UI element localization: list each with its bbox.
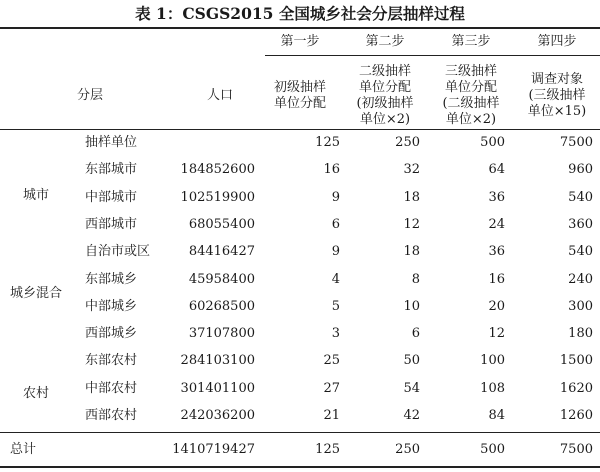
row-step-1: 25 — [323, 353, 340, 368]
row-step-2: 42 — [403, 408, 420, 423]
total-step-2: 250 — [395, 442, 420, 457]
header-step-3: 第三步 — [451, 34, 491, 49]
row-population: 284103100 — [180, 353, 255, 368]
row-step-1: 27 — [323, 381, 340, 396]
row-step-4: 960 — [568, 162, 593, 177]
row-step-1: 5 — [331, 299, 340, 314]
row-step-1: 4 — [331, 272, 340, 287]
top-rule — [0, 27, 600, 29]
group-label-city: 城市 — [23, 188, 50, 203]
row-step-3: 24 — [488, 217, 505, 232]
row-step-1: 3 — [331, 326, 340, 341]
row-step-4: 240 — [568, 272, 593, 287]
row-step-1: 6 — [331, 217, 340, 232]
header-step-1: 第一步 — [280, 34, 320, 49]
total-population: 1410719427 — [172, 442, 255, 457]
row-step-1: 9 — [331, 190, 340, 205]
row-step-4: 300 — [568, 299, 593, 314]
row-step-2: 18 — [403, 244, 420, 259]
table-title: 表 1：CSGS2015 全国城乡社会分层抽样过程 — [135, 4, 465, 23]
row-step-4: 540 — [568, 190, 593, 205]
row-population: 37107800 — [188, 326, 255, 341]
row-step-4: 360 — [568, 217, 593, 232]
row-step-2: 6 — [411, 326, 420, 341]
row-step-3: 84 — [488, 408, 505, 423]
row-step-1: 9 — [331, 244, 340, 259]
total-label: 总计 — [10, 442, 37, 457]
row-step-1: 16 — [323, 162, 340, 177]
total-step-4: 7500 — [559, 442, 593, 457]
bottom-rule — [0, 466, 600, 468]
header-stratum: 分层 — [76, 88, 103, 103]
row-population: 45958400 — [188, 272, 255, 287]
row-stratum-name: 西部城乡 — [85, 326, 138, 341]
row-step-3: 36 — [488, 190, 505, 205]
row-step-3: 100 — [480, 353, 505, 368]
total-step-3: 500 — [480, 442, 505, 457]
row-stratum-name: 中部城乡 — [85, 299, 138, 314]
total-step-1: 125 — [315, 442, 340, 457]
row-stratum-name: 东部城乡 — [85, 272, 138, 287]
row-step-4: 180 — [568, 326, 593, 341]
row-step-4: 540 — [568, 244, 593, 259]
row-step-4: 1500 — [559, 353, 593, 368]
row-stratum-name: 东部农村 — [85, 353, 138, 368]
row-step-3: 36 — [488, 244, 505, 259]
row-step-4: 7500 — [559, 135, 593, 150]
row-stratum-name: 东部城市 — [85, 162, 138, 177]
row-step-2: 10 — [403, 299, 420, 314]
row-stratum-name: 抽样单位 — [85, 135, 138, 150]
header-population: 人口 — [206, 88, 233, 103]
row-population: 68055400 — [188, 217, 255, 232]
row-population: 102519900 — [180, 190, 255, 205]
row-step-2: 32 — [403, 162, 420, 177]
row-step-3: 108 — [480, 381, 505, 396]
row-stratum-name: 中部农村 — [85, 381, 138, 396]
row-stratum-name: 西部农村 — [85, 408, 138, 423]
row-step-3: 500 — [480, 135, 505, 150]
row-step-3: 20 — [488, 299, 505, 314]
header-step-2-desc: 二级抽样 单位分配 (初级抽样 单位×2) — [356, 64, 414, 127]
row-step-3: 16 — [488, 272, 505, 287]
header-bottom-rule — [0, 129, 600, 130]
row-step-2: 54 — [403, 381, 420, 396]
group-label-rural: 农村 — [23, 386, 50, 401]
total-rule — [0, 432, 600, 433]
header-step-4: 第四步 — [537, 34, 577, 49]
row-step-2: 250 — [395, 135, 420, 150]
row-step-4: 1620 — [559, 381, 593, 396]
row-step-2: 12 — [403, 217, 420, 232]
row-population: 301401100 — [180, 381, 255, 396]
row-step-1: 21 — [323, 408, 340, 423]
group-label-mixed: 城乡混合 — [10, 286, 63, 301]
header-step-3-desc: 三级抽样 单位分配 (二级抽样 单位×2) — [442, 64, 500, 127]
row-population: 84416427 — [188, 244, 255, 259]
row-step-3: 64 — [488, 162, 505, 177]
header-subrule — [265, 55, 600, 56]
row-stratum-name: 中部城市 — [85, 190, 138, 205]
header-step-1-desc: 初级抽样 单位分配 — [273, 80, 326, 111]
row-step-2: 18 — [403, 190, 420, 205]
row-step-4: 1260 — [559, 408, 593, 423]
row-population: 242036200 — [180, 408, 255, 423]
header-step-2: 第二步 — [365, 34, 405, 49]
row-step-2: 8 — [411, 272, 420, 287]
row-step-3: 12 — [488, 326, 505, 341]
header-step-4-desc: 调查对象 (三级抽样 单位×15) — [527, 72, 587, 119]
row-stratum-name: 西部城市 — [85, 217, 138, 232]
row-step-2: 50 — [403, 353, 420, 368]
row-population: 184852600 — [180, 162, 255, 177]
row-step-1: 125 — [315, 135, 340, 150]
row-population: 60268500 — [188, 299, 255, 314]
row-stratum-name: 自治市或区 — [85, 244, 151, 259]
